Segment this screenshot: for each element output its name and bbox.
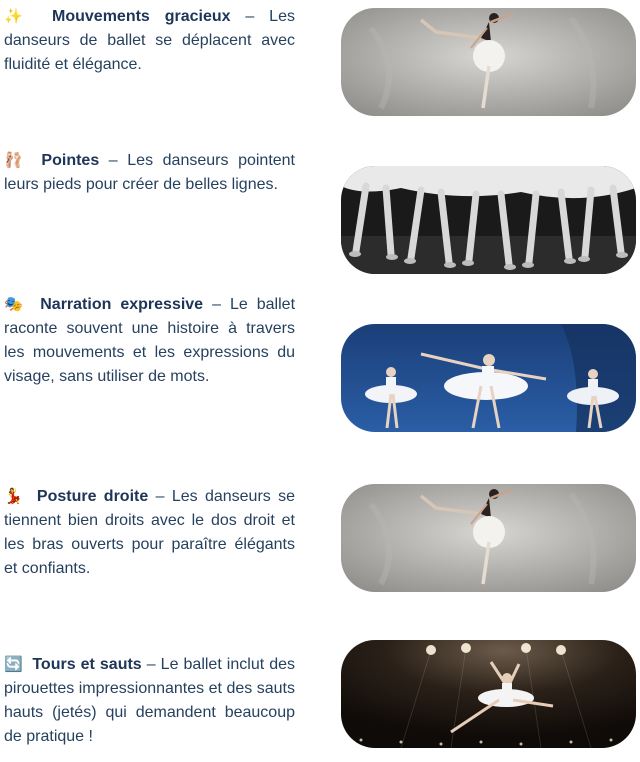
section-title: Pointes xyxy=(41,152,100,169)
ballerina-arabesque-photo xyxy=(341,8,636,116)
section-posture-droite xyxy=(0,484,640,594)
section-description: – Le ballet raconte souvent une histoire à travers les mouvements et les expressions du visage, sans utiliser de mots. xyxy=(4,296,296,385)
section-title: Posture droite xyxy=(36,488,149,505)
ballet-shoes-icon: 🩰 xyxy=(4,151,28,169)
section-tours-et-sauts xyxy=(0,652,640,762)
ballerina-leap-photo xyxy=(341,640,636,748)
section-description: – Les danseurs de ballet se déplacent avec fluidité et élégance. xyxy=(4,8,295,73)
section-narration-expressive xyxy=(0,292,640,402)
section-pointes xyxy=(0,148,640,258)
sparkles-icon: ✨ xyxy=(4,7,34,25)
theater-masks-icon: 🎭 xyxy=(4,295,28,313)
section-description: – Les danseurs se tiennent bien droits avec le dos droit et les bras ouverts pour paraître élégants et confiants. xyxy=(4,488,295,577)
section-text xyxy=(4,4,295,77)
section-text xyxy=(4,148,295,197)
section-title: Tours et sauts xyxy=(32,656,142,673)
ballerina-arabesque-photo-2 xyxy=(341,484,636,592)
section-title: Mouvements gracieux xyxy=(52,8,231,25)
section-description: – Le ballet inclut des pirouettes impressionnantes et des sauts hauts (jetés) qui demandent beaucoup de pratique ! xyxy=(4,656,296,745)
section-text xyxy=(4,652,295,749)
swan-lake-stage-photo xyxy=(341,324,636,432)
dancer-icon: 💃 xyxy=(4,487,26,505)
rotate-arrows-icon: 🔄 xyxy=(4,655,24,673)
section-text xyxy=(4,292,295,389)
section-text xyxy=(4,484,295,581)
section-mouvements-gracieux xyxy=(0,4,640,114)
section-title: Narration expressive xyxy=(40,296,204,313)
ballet-feet-pointe-photo xyxy=(341,166,636,274)
section-description: – Les danseurs pointent leurs pieds pour créer de belles lignes. xyxy=(4,152,296,193)
